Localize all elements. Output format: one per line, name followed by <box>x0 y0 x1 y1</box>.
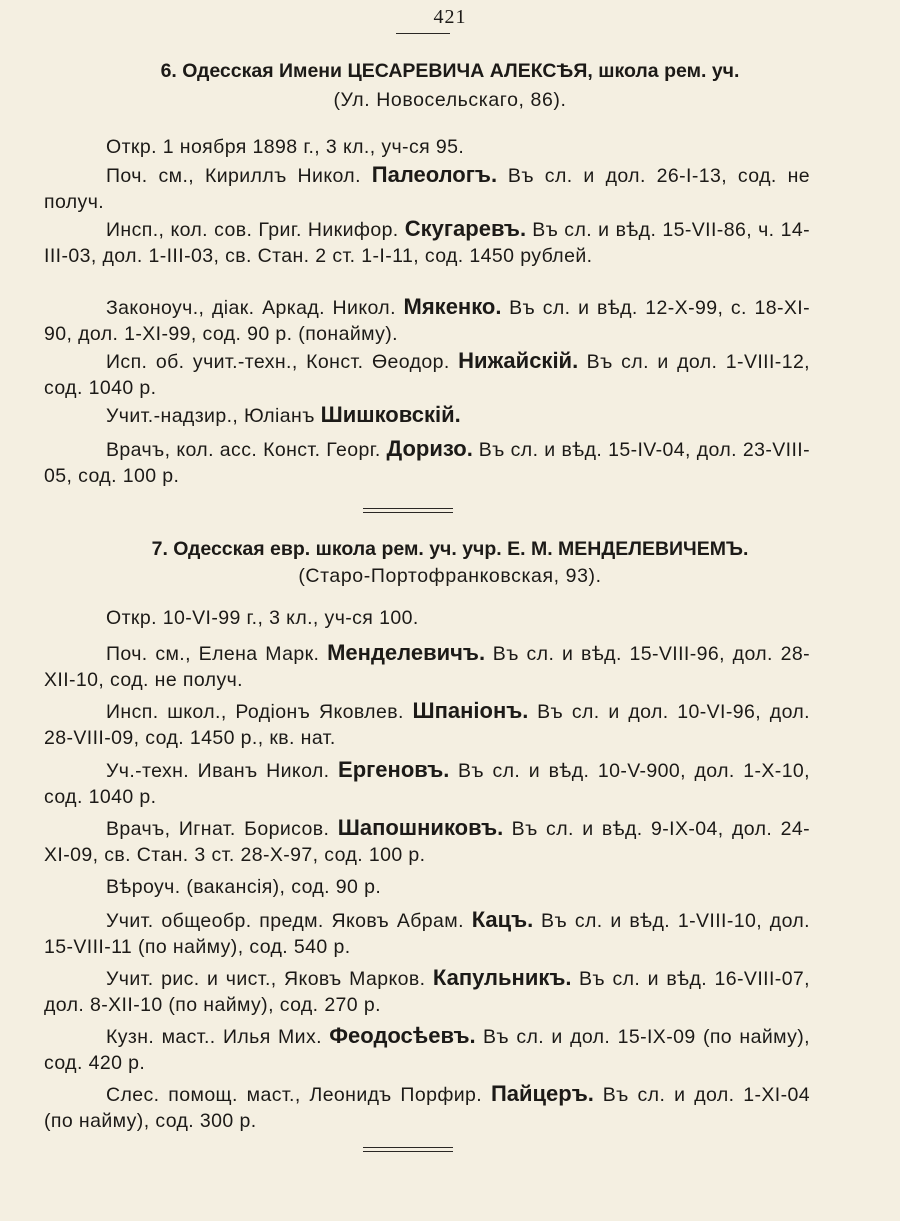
entry: Врачъ, кол. асс. Конст. Георг. Доризо. Въ сл. и вѣд. 15-IV-04, дол. 23-VIII-05, сод. 100 р. <box>44 436 810 487</box>
entry-name: Феодосѣевъ. <box>329 1023 476 1048</box>
entry: Поч. см., Кириллъ Никол. Палеологъ. Въ сл. и дол. 26-I-13, сод. не получ. <box>44 162 810 213</box>
entry: Вѣроуч. (вакансія), сод. 90 р. <box>106 876 382 898</box>
entry: Исп. об. учит.-техн., Конст. Өеодор. Нижайскій. Въ сл. и дол. 1-VIII-12, сод. 1040 р. <box>44 348 811 399</box>
entry-name: Шишковскій. <box>320 402 461 427</box>
entry-name: Шпаніонъ. <box>412 698 529 723</box>
section-title: 6. Одесская Имени ЦЕСАРЕВИЧА АЛЕКСѢЯ, школа рем. уч. <box>160 60 740 82</box>
entry: Учит. рис. и чист., Яковъ Марков. Капульникъ. Въ сл. и вѣд. 16-VIII-07, дол. 8-XII-10 (по найму), сод. 270 р. <box>44 965 810 1016</box>
entry: Слес. помощ. маст., Леонидъ Порфир. Пайцеръ. Въ сл. и дол. 1-XI-04 (по найму), сод. 300 р. <box>44 1081 811 1132</box>
entry-name: Ергеновъ. <box>338 757 450 782</box>
entry-name: Капульникъ. <box>432 965 572 990</box>
entry-name: Шапошниковъ. <box>337 815 504 840</box>
section-divider <box>363 508 453 513</box>
entry: Учит.-надзир., Юліанъ Шишковскій. <box>106 402 461 427</box>
section-address: (Ул. Новосельскаго, 86). <box>333 89 567 111</box>
entry: Уч.-техн. Иванъ Никол. Ергеновъ. Въ сл. и вѣд. 10-V-900, дол. 1-X-10, сод. 1040 р. <box>44 757 810 808</box>
entry: Учит. общеобр. предм. Яковъ Абрам. Кацъ. Въ сл. и вѣд. 1-VIII-10, дол. 15-VIII-11 (по найму), сод. 540 р. <box>44 907 810 958</box>
page-number-rule <box>396 33 450 34</box>
entry: Инсп. школ., Родіонъ Яковлев. Шпаніонъ. Въ сл. и дол. 10-VI-96, дол. 28-VIII-09, сод. 1450 р., кв. нат. <box>44 698 810 749</box>
entry: Поч. см., Елена Марк. Менделевичъ. Въ сл. и вѣд. 15-VIII-96, дол. 28-XII-10, сод. не получ. <box>44 640 810 691</box>
entry-name: Палеологъ. <box>371 162 498 187</box>
page-number: 421 <box>433 6 467 28</box>
section-title: 7. Одесская евр. школа рем. уч. учр. Е. М. МЕНДЕЛЕВИЧЕМЪ. <box>151 538 749 560</box>
entry-name: Менделевичъ. <box>327 640 486 665</box>
entry: Законоуч., діак. Аркад. Никол. Мякенко. Въ сл. и вѣд. 12-X-99, с. 18-XI-90, дол. 1-XI-99, сод. 90 р. (понайму). <box>44 294 810 345</box>
entry: Откр. 10-VI-99 г., 3 кл., уч-ся 100. <box>106 607 419 629</box>
entry: Инсп., кол. сов. Григ. Никифор. Скугаревъ. Въ сл. и вѣд. 15-VII-86, ч. 14-III-03, дол. 1-III-03, св. Стан. 2 ст. 1-I-11, сод. 1450 рублей. <box>44 216 810 267</box>
section-address: (Старо-Портофранковская, 93). <box>298 565 602 587</box>
entry-name: Скугаревъ. <box>404 216 527 241</box>
entry-name: Нижайскій. <box>458 348 579 373</box>
entry: Врачъ, Игнат. Борисов. Шапошниковъ. Въ сл. и вѣд. 9-IX-04, дол. 24-XI-09, св. Стан. 3 ст. 28-X-97, сод. 100 р. <box>44 815 810 866</box>
entry: Откр. 1 ноября 1898 г., 3 кл., уч-ся 95. <box>106 136 465 158</box>
entry-name: Мякенко. <box>403 294 502 319</box>
entry-name: Кацъ. <box>471 907 534 932</box>
entry-name: Доризо. <box>386 436 473 461</box>
section-divider <box>363 1147 453 1152</box>
entry-name: Пайцеръ. <box>490 1081 594 1106</box>
entry: Кузн. маст.. Илья Мих. Феодосѣевъ. Въ сл. и дол. 15-IX-09 (по найму), сод. 420 р. <box>44 1023 810 1074</box>
